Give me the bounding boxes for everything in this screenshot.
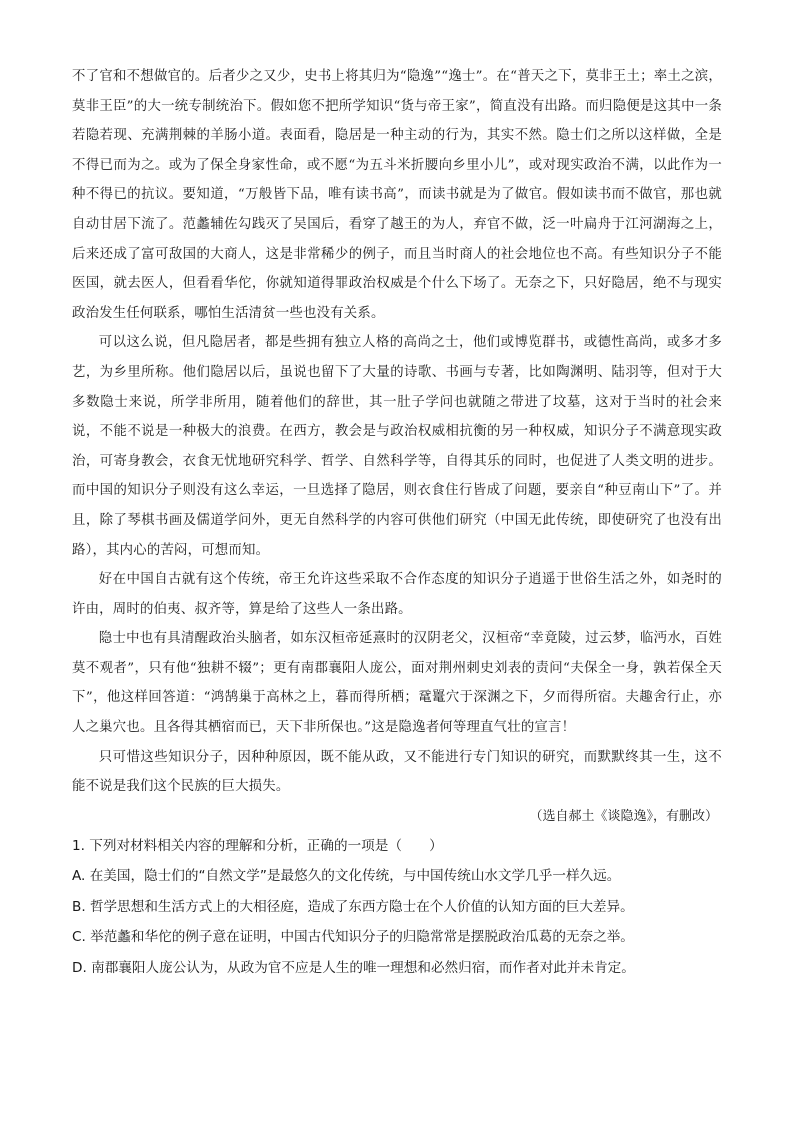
article-source: （选自郝土《谈隐逸》，有删改） (529, 808, 718, 824)
option-a[interactable]: A. 在美国，隐士们的“自然文学”是最悠久的文化传统，与中国传统山水文学几乎一样久远。 (72, 868, 621, 885)
article-paragraph-4: 隐士中也有具清醒政治头脑者，如东汉桓帝延熹时的汉阴老父，汉桓帝“幸竟陵，过云梦，临沔水，百姓莫不观者”，只有他“独耕不辍”；更有南郡襄阳人庞公，面对荆州刺史刘表的责问“夫保全一身，孰若保全天下”，他这样回答道：“鸿鹄巢于高林之上，暮而得所栖；鼋鼍穴于深渊之下，夕而得所宿。夫趣舍行止，亦人之巢穴也。且各得其栖宿而已，天下非所保也。”这是隐逸者何等理直气壮的宣言！ (72, 631, 722, 736)
question-stem: 1. 下列对材料相关内容的理解和分析，正确的一项是（ ） (72, 837, 443, 854)
article-paragraph-3: 好在中国自古就有这个传统，帝王允许这些采取不合作态度的知识分子逍遥于世俗生活之外，如尧时的许由，周时的伯夷、叔齐等，算是给了这些人一条出路。 (72, 572, 722, 617)
document-page (72, 62, 722, 983)
option-c[interactable]: C. 举范蠡和华佗的例子意在证明，中国古代知识分子的归隐常常是摆脱政治瓜葛的无奈之举。 (72, 929, 634, 946)
option-b[interactable]: B. 哲学思想和生活方式上的大相径庭，造成了东西方隐士在个人价值的认知方面的巨大差异。 (72, 898, 634, 915)
article-paragraph-2: 可以这么说，但凡隐居者，都是些拥有独立人格的高尚之士，他们或博览群书，或德性高尚，或多才多艺，为乡里所称。他们隐居以后，虽说也留下了大量的诗歌、书画与专著，比如陶渊明、陆羽等，但对于大多数隐士来说，所学非所用，随着他们的辞世，其一肚子学问也就随之带进了坟墓，这对于当时的社会来说，不能不说是一种极大的浪费。在西方，教会是与政治权威相抗衡的另一种权威，知识分子不满意现实政治，可寄身教会，衣食无忧地研究科学、哲学、自然科学等，自得其乐的同时，也促进了人类文明的进步。而中国的知识分子则没有这么幸运，一旦选择了隐居，则衣食住行皆成了问题，要亲自“种豆南山下”了。并且，除了琴棋书画及儒道学问外，更无自然科学的内容可供他们研究（中国无此传统，即使研究了也没有出路），其内心的苦闷，可想而知。 (72, 335, 722, 558)
article-paragraph-1: 不了官和不想做官的。后者少之又少，史书上将其归为“隐逸”“逸士”。在“普天之下，莫非王土；率土之滨，莫非王臣”的大一统专制统治下。假如您不把所学知识“货与帝王家”，简直没有出路。而归隐便是这其中一条若隐若现、充满荆棘的羊肠小道。表面看，隐居是一种主动的行为，其实不然。隐士们之所以这样做，全是不得已而为之。或为了保全身家性命，或不愿“为五斗米折腰向乡里小儿”，或对现实政治不满，以此作为一种不得已的抗议。要知道，“万般皆下品，唯有读书高”，而读书就是为了做官。假如读书而不做官，那也就自动甘居下流了。范蠡辅佐勾践灭了吴国后，看穿了越王的为人，弃官不做，泛一叶扁舟于江河湖海之上，后来还成了富可敌国的大商人，这是非常稀少的例子，而且当时商人的社会地位也不高。有些知识分子不能医国，就去医人，但看看华佗，你就知道得罪政治权威是个什么下场了。无奈之下，只好隐居，绝不与现实政治发生任何联系，哪怕生活清贫一些也没有关系。 (72, 69, 722, 321)
option-d[interactable]: D. 南郡襄阳人庞公认为，从政为官不应是人生的唯一理想和必然归宿，而作者对此并未肯定。 (72, 959, 635, 976)
article-paragraph-5: 只可惜这些知识分子，因种种原因，既不能从政，又不能进行专门知识的研究，而默默终其一生，这不能不说是我们这个民族的巨大损失。 (72, 749, 722, 795)
